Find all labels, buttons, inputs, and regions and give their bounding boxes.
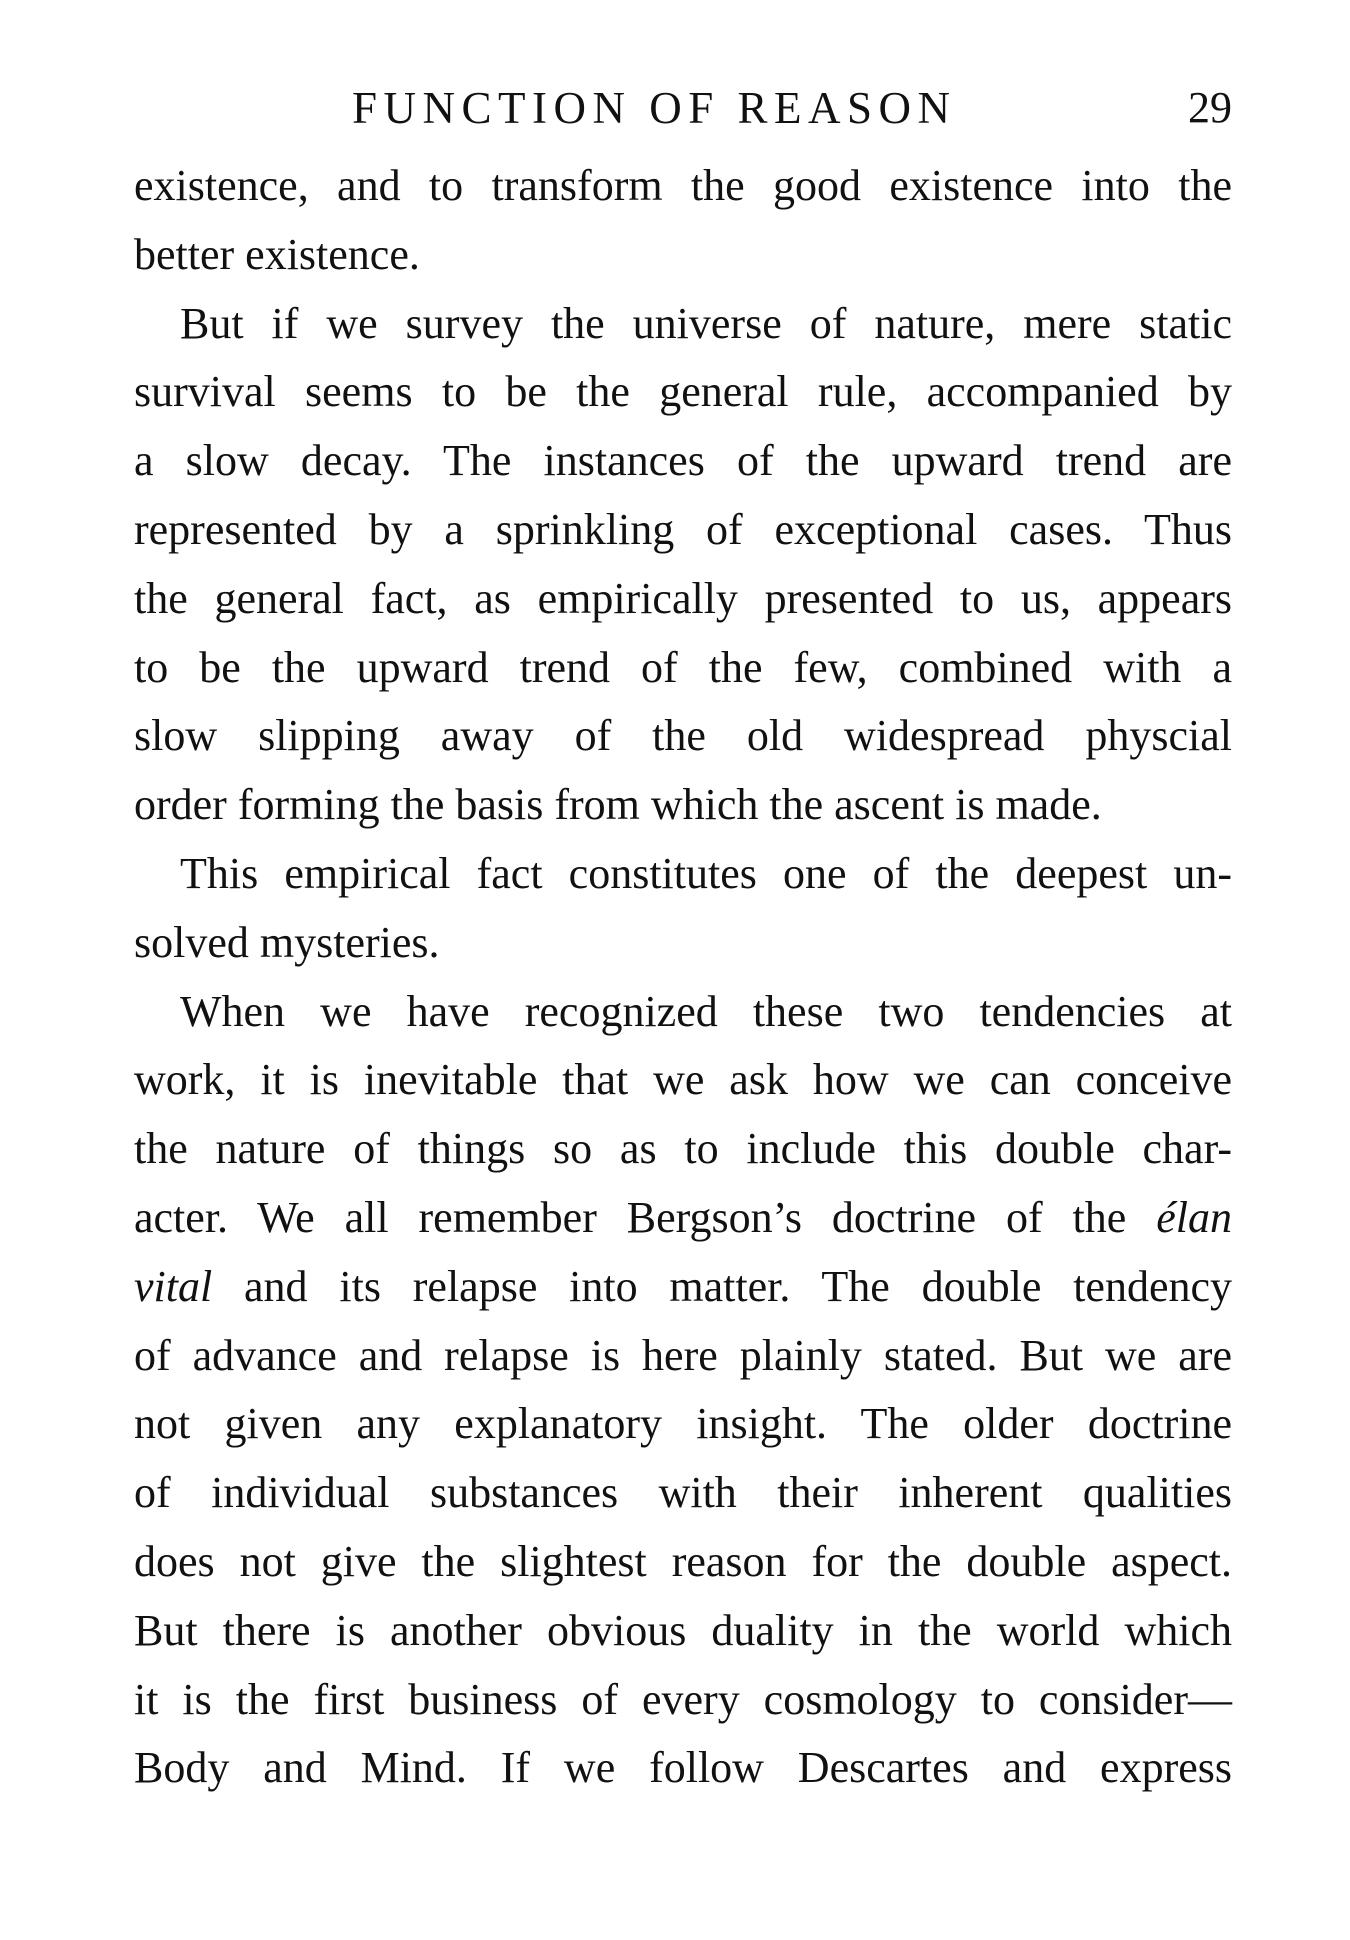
paragraph-first-line: When we have recognized these two tendencies at — [180, 986, 1232, 1036]
running-head — [0, 78, 1350, 138]
text-line: solved mysteries. — [134, 917, 440, 967]
text-segment: acter. We all remember Bergson’s doctrine of the — [134, 1192, 1127, 1242]
text-line: But there is another obvious duality in the world which — [134, 1605, 1232, 1655]
text-line-with-italic — [134, 1184, 1232, 1253]
paragraph-first-line: This empirical fact constitutes one of the deepest un- — [180, 848, 1232, 898]
text-line: work, it is inevitable that we ask how we can conceive — [134, 1055, 1232, 1105]
text-line: survival seems to be the general rule, accompanied by — [134, 367, 1232, 417]
italic-term: vital — [134, 1261, 213, 1311]
text-line: the general fact, as empirically presented to us, appears — [134, 573, 1232, 623]
text-line: better existence. — [134, 229, 420, 279]
text-segment: and its relapse into matter. The double tendency — [244, 1261, 1233, 1311]
text-line: not given any explanatory insight. The older doctrine — [134, 1399, 1232, 1449]
body-text — [134, 152, 1232, 1803]
text-line: the nature of things so as to include this double char- — [134, 1124, 1232, 1174]
text-line: existence, and to transform the good existence into the — [134, 161, 1232, 210]
text-line: to be the upward trend of the few, combined with a — [134, 642, 1232, 692]
text-line: does not give the slightest reason for the double aspect. — [134, 1536, 1232, 1586]
text-line: a slow decay. The instances of the upward trend are — [134, 436, 1232, 486]
text-line: of advance and relapse is here plainly stated. But we are — [134, 1330, 1232, 1380]
text-line: of individual substances with their inherent qualities — [134, 1468, 1232, 1518]
text-line-with-italic — [134, 1253, 1232, 1322]
running-head-title: FUNCTION OF REASON — [352, 83, 957, 133]
text-line: order forming the basis from which the ascent is made. — [134, 780, 1102, 830]
text-line: represented by a sprinkling of exceptional cases. Thus — [134, 504, 1232, 554]
text-line: it is the first business of every cosmology to consider— — [134, 1674, 1232, 1724]
page-number: 29 — [1188, 83, 1232, 132]
text-line: slow slipping away of the old widespread physcial — [134, 711, 1232, 761]
italic-term: élan — [1156, 1192, 1232, 1242]
paragraph-first-line: But if we survey the universe of nature, mere static — [180, 298, 1232, 348]
text-line: Body and Mind. If we follow Descartes and express — [134, 1743, 1232, 1793]
